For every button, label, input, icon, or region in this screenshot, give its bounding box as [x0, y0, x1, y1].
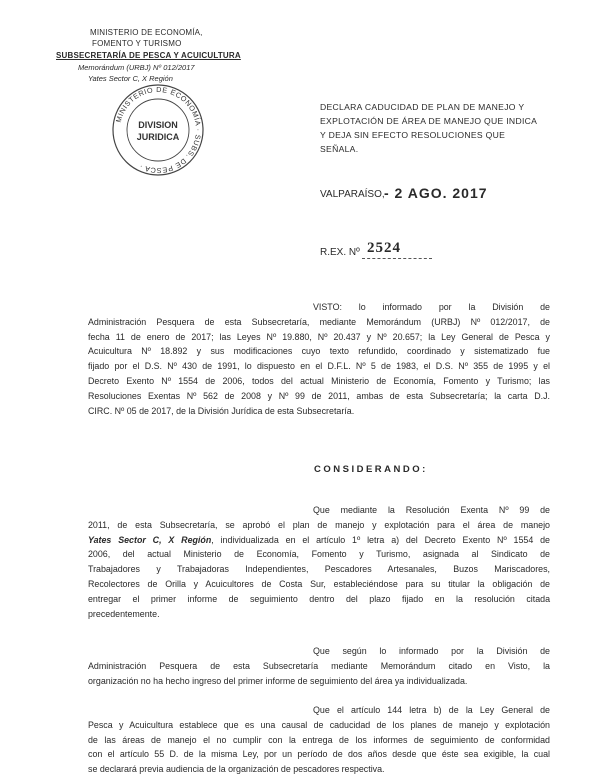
considerando-text: , individualizada en el artículo 1º letra a) del Decreto Exento Nº 1554 de: [211, 534, 550, 545]
considerando-line: Recolectores de Orilla y Acuicultores de Costa Sur, estableciéndose para su titular la obligación de: [88, 578, 550, 589]
stamp-juridica: JURIDICA: [136, 132, 180, 142]
considerando-line: entregar el primer informe de seguimiento dentro del plazo fijado en la resolución citada: [88, 593, 550, 604]
visto-line: Decreto Exento Nº 1554 de 2006, todos del actual Ministerio de Economía, Fomento y Turismo; las: [88, 375, 550, 386]
stamp-ring-text: MINISTERIO DE ECONOMÍA · SUBS. DE PESCA ·: [113, 84, 204, 176]
considerando-line: Administración Pesquera de esta Subsecretaría mediante Memorándum citado en Visto, la: [88, 660, 550, 671]
ministry-name-line2: FOMENTO Y TURISMO: [92, 39, 182, 48]
considerando-line: se declarará previa audiencia de la organización de pescadores respectiva.: [88, 764, 385, 775]
visto-paragraph: [88, 300, 550, 418]
resolution-underline: [362, 258, 432, 259]
considerando-paragraph-1: [88, 503, 550, 621]
area-name: Yates Sector C, X Región: [88, 534, 212, 545]
resolution-title: DECLARA CADUCIDAD DE PLAN DE MANEJO Y EXPLOTACIÓN DE ÁREA DE MANEJO QUE INDICA Y DEJA SIN EFECTO RESOLUCIONES QUE SEÑALA.: [320, 102, 537, 154]
date-place: VALPARAÍSO,: [320, 189, 385, 200]
considerando-line: 2006, del actual Ministerio de Economía, Fomento y Turismo, asignada al Sindicato de: [88, 549, 550, 560]
considerando-paragraph-3: [88, 703, 550, 777]
considerando-line: con el artículo 55 D. de la misma Ley, por un período de dos años desde que éste sea exigible, la cual: [88, 749, 550, 760]
subsecretaria-name: SUBSECRETARÍA DE PESCA Y ACUICULTURA: [56, 51, 241, 60]
visto-line: Resoluciones Exentas Nº 562 de 2008 y Nº 99 de 2011, ambas de esta Subsecretaría; la carta D.J.: [88, 390, 550, 401]
visto-line: fecha 11 de enero de 2017; las Leyes Nº 19.880, Nº 20.437 y Nº 20.657; la Ley General de Pesca y: [88, 331, 550, 342]
stamp-division: DIVISION: [138, 120, 178, 130]
considerando-line: 2011, de esta Subsecretaría, se aprobó el plan de manejo y explotación para el área de manejo: [88, 519, 550, 530]
resolution-number: 2524: [367, 240, 401, 256]
visto-line: Acuicultura Nº 18.892 y sus modificaciones cuyo texto refundido, coordinado y sistematizado fue: [88, 346, 550, 357]
area-reference: Yates Sector C, X Región: [88, 74, 173, 83]
considerando-heading: CONSIDERANDO:: [314, 464, 428, 475]
considerando-line: [88, 533, 550, 548]
visto-line: CIRC. Nº 05 de 2017, de la División Jurídica de esta Subsecretaría.: [88, 405, 355, 416]
considerando-line: Pesca y Acuicultura establece que es una causal de caducidad de los planes de manejo y explotación: [88, 719, 550, 730]
considerando-line: Que mediante la Resolución Exenta Nº 99 de: [313, 505, 550, 515]
visto-line: fijado por el D.S. Nº 430 de 1991, lo dispuesto en el D.F.L. Nº 5 de 1983, el D.S. Nº 355 de 1995 y el: [88, 361, 550, 372]
considerando-line: Que según lo informado por la División de: [313, 646, 550, 656]
date-value: - 2 AGO. 2017: [384, 185, 488, 201]
considerando-line: Trabajadores y Trabajadoras Independientes, Pescadores Artesanales, Buzos Mariscadores,: [88, 564, 550, 575]
considerando-line: Que el artículo 144 letra b) de la Ley General de: [313, 705, 550, 715]
considerando-line: de las áreas de manejo el no cumplir con la entrega de los informes de seguimiento de conformidad: [88, 734, 550, 745]
considerando-paragraph-2: [88, 644, 550, 688]
considerando-line: organización no ha hecho ingreso del primer informe de seguimiento del área ya individualizada.: [88, 675, 468, 686]
ministry-name: MINISTERIO DE ECONOMÍA,: [90, 28, 203, 37]
visto-line: Administración Pesquera de esta Subsecretaría, mediante Memorándum (URBJ) Nº 012/2017, de: [88, 316, 550, 327]
memo-reference: Memorándum (URBJ) Nº 012/2017: [78, 63, 195, 72]
resolution-label: R.EX. Nº: [320, 247, 360, 258]
considerando-line: precedentemente.: [88, 608, 160, 619]
visto-line: VISTO: lo informado por la División de: [313, 302, 550, 312]
division-juridica-stamp: [110, 82, 206, 178]
